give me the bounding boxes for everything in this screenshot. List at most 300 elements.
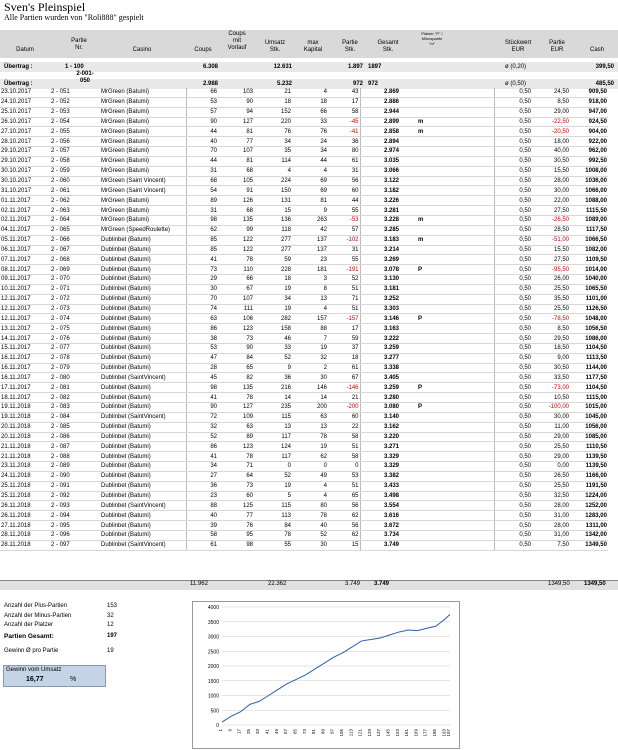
cell-datum: 06.11.2017 — [0, 245, 50, 255]
cell-partie-stk: -41 — [328, 127, 360, 137]
cell-datum: 31.10.2017 — [0, 186, 50, 196]
cell-coups-vorlauf: 98 — [218, 540, 254, 550]
cell-casino: Dublinbet (Batumi) — [100, 294, 186, 304]
cell-platzer: P — [400, 314, 494, 324]
cell-platzer — [400, 334, 494, 344]
cell-partie-eur: 26,00 — [532, 275, 570, 285]
cell-partie-eur: -95,50 — [532, 265, 570, 275]
cell-gesamt-stk: 2.974 — [360, 147, 400, 157]
cell-cash: 1104,50 — [570, 383, 608, 393]
cell-stueckwert: 0,50 — [494, 176, 532, 186]
cell-partie-nr: 2 - 053 — [50, 107, 100, 117]
table-row — [0, 147, 608, 157]
cell-stueckwert: 0,50 — [494, 284, 532, 294]
cell-coups-vorlauf: 76 — [218, 521, 254, 531]
cell-gesamt-stk: 3.433 — [360, 481, 400, 491]
cell-partie-stk: 58 — [328, 107, 360, 117]
cell-partie-stk: 59 — [328, 334, 360, 344]
cell-partie-eur: 30,50 — [532, 156, 570, 166]
cell-stueckwert: 0,50 — [494, 88, 532, 97]
cell-casino: MrGreen (Batumi) — [100, 137, 186, 147]
grand-total-umsatz: 22.362 — [268, 581, 287, 587]
table-row — [0, 304, 608, 314]
cell-coups: 34 — [186, 462, 218, 472]
cell-casino: Dublinbet (Batumi) — [100, 462, 186, 472]
cell-max-kapital: 19 — [292, 442, 328, 452]
cell-max-kapital: 157 — [292, 314, 328, 324]
header-cash: Cash — [589, 47, 604, 53]
cell-umsatz: 0 — [254, 462, 292, 472]
cell-partie-eur: 30,00 — [532, 186, 570, 196]
cell-platzer — [400, 275, 494, 285]
cell-casino: Dublinbet (Batumi) — [100, 255, 186, 265]
gewinn-umsatz-value: 16,77 — [26, 676, 44, 683]
cell-stueckwert: 0,50 — [494, 97, 532, 107]
cell-cash: 924,50 — [570, 117, 608, 127]
cell-partie-eur: 30,50 — [532, 363, 570, 373]
uebertrag-2-cash: 485,50 — [595, 81, 614, 87]
cell-coups: 39 — [186, 521, 218, 531]
cell-coups-vorlauf: 107 — [218, 147, 254, 157]
cell-coups-vorlauf: 122 — [218, 245, 254, 255]
table-row — [0, 422, 608, 432]
table-row — [0, 521, 608, 531]
cell-coups: 89 — [186, 196, 218, 206]
cell-partie-stk: 36 — [328, 137, 360, 147]
cell-cash: 1191,50 — [570, 481, 608, 491]
cell-cash: 1252,00 — [570, 501, 608, 511]
chart-x-tick-label: 169 — [413, 729, 419, 737]
cell-casino: Dublinbet (Batumi) — [100, 383, 186, 393]
cell-platzer — [400, 245, 494, 255]
table-row — [0, 462, 608, 472]
cell-partie-eur: 31,00 — [532, 530, 570, 540]
cell-partie-stk: 21 — [328, 393, 360, 403]
cell-platzer — [400, 88, 494, 97]
cell-partie-stk: 61 — [328, 156, 360, 166]
cell-cash: 1342,00 — [570, 530, 608, 540]
cell-casino: MrGreen (Batumi) — [100, 117, 186, 127]
cell-datum: 28.11.2018 — [0, 540, 50, 550]
cell-partie-eur: -51,00 — [532, 235, 570, 245]
gewinn-umsatz-unit: % — [70, 676, 77, 683]
cell-coups: 53 — [186, 343, 218, 353]
cell-coups-vorlauf: 127 — [218, 117, 254, 127]
cell-partie-nr: 2 - 082 — [50, 393, 100, 403]
cell-coups: 72 — [186, 412, 218, 422]
cell-umsatz: 150 — [254, 186, 292, 196]
cell-umsatz: 220 — [254, 117, 292, 127]
grand-total-band — [0, 580, 618, 590]
cell-partie-stk: 52 — [328, 275, 360, 285]
grand-total-gesamt: 3.749 — [374, 581, 390, 587]
cell-partie-eur: -22,50 — [532, 117, 570, 127]
cell-datum: 12.11.2017 — [0, 304, 50, 314]
cell-gesamt-stk: 3.228 — [360, 215, 400, 225]
cell-coups-vorlauf: 94 — [218, 107, 254, 117]
cell-partie-nr: 2 - 087 — [50, 442, 100, 452]
cell-gesamt-stk: 3.252 — [360, 294, 400, 304]
chart-y-tick-label: 4000 — [207, 605, 219, 611]
cell-partie-eur: 27,50 — [532, 206, 570, 216]
chart-x-tick-label: 97 — [329, 729, 335, 735]
cell-gesamt-stk: 2.944 — [360, 107, 400, 117]
cell-datum: 24.10.2017 — [0, 97, 50, 107]
cell-coups: 90 — [186, 117, 218, 127]
cell-partie-stk: 17 — [328, 324, 360, 334]
table-row — [0, 314, 608, 324]
cell-stueckwert: 0,50 — [494, 166, 532, 176]
cell-max-kapital: 3 — [292, 275, 328, 285]
cell-stueckwert: 0,50 — [494, 314, 532, 324]
cell-coups-vorlauf: 68 — [218, 166, 254, 176]
cell-max-kapital: 4 — [292, 481, 328, 491]
gesamt-line-chart — [192, 601, 460, 749]
cell-partie-stk: 80 — [328, 147, 360, 157]
cell-partie-nr: 2 - 070 — [50, 275, 100, 285]
cell-datum: 04.11.2017 — [0, 225, 50, 235]
cell-coups: 28 — [186, 363, 218, 373]
cell-platzer — [400, 284, 494, 294]
cell-datum: 25.10.2017 — [0, 107, 50, 117]
cell-partie-stk: 60 — [328, 186, 360, 196]
cell-umsatz: 19 — [254, 481, 292, 491]
table-row — [0, 275, 608, 285]
cell-casino: Dublinbet (Batumi) — [100, 442, 186, 452]
table-row — [0, 501, 608, 511]
cell-casino: MrGreen (Batumi) — [100, 147, 186, 157]
cell-platzer — [400, 196, 494, 206]
cell-max-kapital: 52 — [292, 530, 328, 540]
cell-umsatz: 282 — [254, 314, 292, 324]
cell-cash: 1066,00 — [570, 186, 608, 196]
table-row — [0, 294, 608, 304]
cell-max-kapital: 33 — [292, 117, 328, 127]
cell-max-kapital: 4 — [292, 304, 328, 314]
cell-umsatz: 235 — [254, 403, 292, 413]
cell-platzer — [400, 540, 494, 550]
cell-max-kapital: 263 — [292, 215, 328, 225]
cell-umsatz: 52 — [254, 471, 292, 481]
cell-stueckwert: 0,50 — [494, 393, 532, 403]
cell-partie-eur: 29,00 — [532, 432, 570, 442]
stat-gewinn-label: Gewinn Ø pro Partie — [4, 648, 59, 654]
cell-partie-nr: 2 - 072 — [50, 294, 100, 304]
cell-platzer — [400, 225, 494, 235]
cell-gesamt-stk: 3.220 — [360, 432, 400, 442]
cell-partie-stk: 57 — [328, 225, 360, 235]
cell-partie-eur: 15,50 — [532, 166, 570, 176]
cell-umsatz: 59 — [254, 255, 292, 265]
cell-casino: Dublinbet (Batumi) — [100, 422, 186, 432]
chart-x-tick-label: 9 — [227, 729, 233, 732]
chart-x-tick-label: 113 — [348, 729, 354, 737]
cell-datum: 29.10.2017 — [0, 147, 50, 157]
cell-gesamt-stk: 3.734 — [360, 530, 400, 540]
cell-coups-vorlauf: 95 — [218, 530, 254, 540]
cell-gesamt-stk: 3.035 — [360, 156, 400, 166]
cell-casino: Dublinbet (Batumi) — [100, 521, 186, 531]
chart-x-tick-label: 129 — [366, 729, 372, 737]
cell-coups-vorlauf: 84 — [218, 353, 254, 363]
cell-datum: 30.10.2017 — [0, 166, 50, 176]
cell-partie-eur: 25,50 — [532, 284, 570, 294]
cell-max-kapital: 69 — [292, 176, 328, 186]
cell-stueckwert: 0,50 — [494, 442, 532, 452]
cell-platzer — [400, 343, 494, 353]
cell-cash: 1088,00 — [570, 196, 608, 206]
cell-coups-vorlauf: 109 — [218, 412, 254, 422]
cell-partie-stk: 53 — [328, 471, 360, 481]
cell-partie-stk: 18 — [328, 353, 360, 363]
cell-cash: 947,00 — [570, 107, 608, 117]
chart-y-tick-label: 3500 — [207, 619, 219, 626]
cell-max-kapital: 30 — [292, 373, 328, 383]
cell-stueckwert: 0,50 — [494, 225, 532, 235]
cell-platzer — [400, 412, 494, 422]
chart-x-tick-label: 41 — [264, 729, 270, 735]
cell-max-kapital: 42 — [292, 225, 328, 235]
table-row — [0, 97, 608, 107]
cell-partie-nr: 2 - 092 — [50, 491, 100, 501]
cell-datum: 15.11.2017 — [0, 343, 50, 353]
table-row — [0, 412, 608, 422]
cell-datum: 21.11.2018 — [0, 452, 50, 462]
table-row — [0, 540, 608, 550]
cell-datum: 24.11.2018 — [0, 471, 50, 481]
cell-partie-eur: -20,50 — [532, 127, 570, 137]
cell-datum: 09.11.2017 — [0, 275, 50, 285]
cell-umsatz: 277 — [254, 235, 292, 245]
cell-casino: MrGreen (Batumi) — [100, 88, 186, 97]
cell-max-kapital: 200 — [292, 403, 328, 413]
cell-umsatz: 13 — [254, 422, 292, 432]
cell-casino: Dublinbet (SaintVincent) — [100, 540, 186, 550]
cell-stueckwert: 0,50 — [494, 206, 532, 216]
cell-casino: Dublinbet (Batumi) — [100, 324, 186, 334]
cell-datum: 29.10.2017 — [0, 156, 50, 166]
header-datum: Datum — [16, 47, 34, 53]
cell-datum: 07.11.2017 — [0, 255, 50, 265]
cell-partie-eur: 25,50 — [532, 442, 570, 452]
cell-gesamt-stk: 3.182 — [360, 186, 400, 196]
cell-coups: 40 — [186, 511, 218, 521]
cell-casino: Dublinbet (Batumi) — [100, 432, 186, 442]
cell-cash: 1040,00 — [570, 275, 608, 285]
chart-x-tick-label: 1 — [218, 729, 223, 732]
cell-partie-stk: 60 — [328, 412, 360, 422]
cell-partie-eur: 18,00 — [532, 137, 570, 147]
uebertrag-1-range: 1 - 100 — [65, 64, 84, 70]
cell-partie-nr: 2 - 077 — [50, 343, 100, 353]
cell-casino: Dublinbet (SaintVincent) — [100, 373, 186, 383]
table-row — [0, 265, 608, 275]
cell-platzer — [400, 442, 494, 452]
table-row — [0, 363, 608, 373]
cell-stueckwert: 0,50 — [494, 255, 532, 265]
table-row — [0, 452, 608, 462]
cell-partie-eur: 8,50 — [532, 97, 570, 107]
cell-cash: 1014,00 — [570, 265, 608, 275]
cell-gesamt-stk: 3.163 — [360, 324, 400, 334]
cell-max-kapital: 34 — [292, 147, 328, 157]
stat-gewinn-value: 19 — [107, 648, 114, 654]
cell-coups: 88 — [186, 501, 218, 511]
cell-casino: Dublinbet (Batumi) — [100, 353, 186, 363]
cell-gesamt-stk: 2.894 — [360, 137, 400, 147]
cell-stueckwert: 0,50 — [494, 235, 532, 245]
cell-umsatz: 55 — [254, 540, 292, 550]
cell-stueckwert: 0,50 — [494, 343, 532, 353]
cell-partie-stk: 15 — [328, 540, 360, 550]
cell-datum: 20.11.2018 — [0, 432, 50, 442]
cell-partie-eur: 15,50 — [532, 245, 570, 255]
cell-stueckwert: 0,50 — [494, 127, 532, 137]
cell-partie-eur: 30,00 — [532, 412, 570, 422]
cell-max-kapital: 80 — [292, 501, 328, 511]
uebertrag-2-partie: 972 — [352, 81, 363, 87]
cell-casino: Dublinbet (Batumi) — [100, 235, 186, 245]
cell-partie-stk: 37 — [328, 343, 360, 353]
cell-stueckwert: 0,50 — [494, 186, 532, 196]
cell-gesamt-stk: 3.146 — [360, 314, 400, 324]
table-row — [0, 353, 608, 363]
cell-partie-stk: 62 — [328, 511, 360, 521]
chart-y-tick-label: 1000 — [207, 693, 219, 700]
cell-partie-stk: -102 — [328, 235, 360, 245]
cell-umsatz: 114 — [254, 156, 292, 166]
table-row — [0, 107, 608, 117]
cell-max-kapital: 13 — [292, 294, 328, 304]
cell-coups-vorlauf: 103 — [218, 88, 254, 97]
cell-cash: 1139,50 — [570, 462, 608, 472]
cell-cash: 922,00 — [570, 137, 608, 147]
cell-datum: 12.11.2017 — [0, 294, 50, 304]
cell-casino: MrGreen (Batumi) — [100, 166, 186, 176]
cell-datum: 16.11.2017 — [0, 373, 50, 383]
cell-partie-stk: 22 — [328, 422, 360, 432]
cell-cash: 1166,00 — [570, 471, 608, 481]
cell-casino: MrGreen (Saint Vincent) — [100, 176, 186, 186]
cell-datum: 12.11.2017 — [0, 314, 50, 324]
cell-coups-vorlauf: 123 — [218, 324, 254, 334]
cell-platzer — [400, 324, 494, 334]
cell-stueckwert: 0,50 — [494, 432, 532, 442]
cell-max-kapital: 69 — [292, 186, 328, 196]
cell-partie-nr: 2 - 089 — [50, 462, 100, 472]
cell-partie-nr: 2 - 061 — [50, 186, 100, 196]
cell-cash: 1115,50 — [570, 206, 608, 216]
cell-partie-stk: -157 — [328, 314, 360, 324]
cell-umsatz: 5 — [254, 491, 292, 501]
cell-gesamt-stk: 3.554 — [360, 501, 400, 511]
cell-cash: 1144,00 — [570, 363, 608, 373]
header-partie-eur: Partie EUR — [549, 40, 565, 53]
chart-x-tick-label: 25 — [245, 729, 251, 735]
cell-stueckwert: 0,50 — [494, 452, 532, 462]
cell-partie-stk: 55 — [328, 255, 360, 265]
cell-datum: 26.11.2018 — [0, 501, 50, 511]
cell-datum: 02.11.2017 — [0, 215, 50, 225]
chart-x-tick-label: 177 — [422, 729, 428, 737]
chart-x-tick-label: 121 — [357, 729, 363, 737]
uebertrag-1-partie: 1.897 — [347, 64, 363, 70]
table-row — [0, 127, 608, 137]
cell-platzer: m — [400, 117, 494, 127]
cell-partie-stk: 58 — [328, 452, 360, 462]
cell-max-kapital: 4 — [292, 88, 328, 97]
cell-casino: MrGreen (SpeedRoulette) — [100, 225, 186, 235]
cell-coups: 74 — [186, 304, 218, 314]
cell-gesamt-stk: 3.214 — [360, 245, 400, 255]
table-row — [0, 255, 608, 265]
chart-x-tick-label: 145 — [385, 729, 391, 737]
cell-partie-nr: 2 - 085 — [50, 422, 100, 432]
cell-stueckwert: 0,50 — [494, 107, 532, 117]
cell-coups-vorlauf: 71 — [218, 462, 254, 472]
cell-partie-nr: 2 - 074 — [50, 314, 100, 324]
cell-partie-stk: -45 — [328, 117, 360, 127]
cell-partie-eur: 28,50 — [532, 225, 570, 235]
cell-cash: 1126,50 — [570, 304, 608, 314]
cell-partie-eur: 22,00 — [532, 196, 570, 206]
cell-partie-eur: 29,00 — [532, 107, 570, 117]
cell-datum: 21.11.2018 — [0, 442, 50, 452]
stat-plus-label: Anzahl der Plus-Partien — [4, 603, 68, 609]
cell-partie-eur: -78,50 — [532, 314, 570, 324]
cell-umsatz: 78 — [254, 530, 292, 540]
chart-y-tick-label: 2000 — [207, 664, 219, 670]
cell-max-kapital: 44 — [292, 156, 328, 166]
cell-coups: 61 — [186, 540, 218, 550]
cell-umsatz: 118 — [254, 225, 292, 235]
cell-gesamt-stk: 3.066 — [360, 166, 400, 176]
uebertrag-2-stueck: ø (0,50) — [505, 81, 527, 87]
chart-x-tick-label: 65 — [292, 729, 298, 735]
cell-coups: 52 — [186, 432, 218, 442]
cell-cash: 1349,50 — [570, 540, 608, 550]
cell-max-kapital: 81 — [292, 196, 328, 206]
cell-casino: Dublinbet (Batumi) — [100, 511, 186, 521]
cell-coups: 47 — [186, 353, 218, 363]
cell-platzer — [400, 156, 494, 166]
cell-coups-vorlauf: 73 — [218, 334, 254, 344]
cell-cash: 1101,00 — [570, 294, 608, 304]
cell-umsatz: 115 — [254, 412, 292, 422]
uebertrag-2-range: 2-001- 050 — [76, 71, 94, 84]
cell-datum: 27.11.2018 — [0, 521, 50, 531]
cell-gesamt-stk: 3.222 — [360, 334, 400, 344]
cell-stueckwert: 0,50 — [494, 412, 532, 422]
cell-coups-vorlauf: 64 — [218, 471, 254, 481]
cell-platzer — [400, 452, 494, 462]
chart-x-tick-label: 197 — [446, 729, 451, 737]
uebertrag-2-gesamt: 972 — [368, 81, 379, 87]
header-stueckwert: Stückwert EUR — [504, 40, 532, 53]
cell-coups: 62 — [186, 225, 218, 235]
cell-partie-eur: -100,00 — [532, 403, 570, 413]
cell-gesamt-stk: 2.886 — [360, 97, 400, 107]
table-row — [0, 442, 608, 452]
cell-cash: 1224,00 — [570, 491, 608, 501]
cell-max-kapital: 146 — [292, 383, 328, 393]
cell-umsatz: 158 — [254, 324, 292, 334]
cell-umsatz: 152 — [254, 107, 292, 117]
cell-partie-eur: 11,00 — [532, 422, 570, 432]
cell-stueckwert: 0,50 — [494, 481, 532, 491]
cell-partie-stk: -200 — [328, 403, 360, 413]
cell-partie-nr: 2 - 094 — [50, 511, 100, 521]
